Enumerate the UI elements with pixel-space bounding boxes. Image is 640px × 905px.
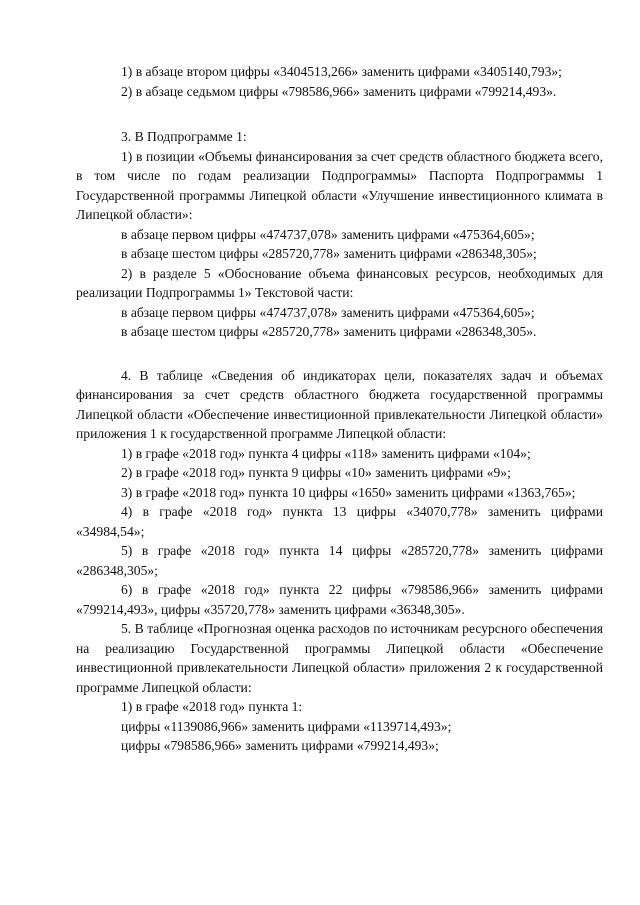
paragraph-section-4-item-5: 5) в графе «2018 год» пункта 14 цифры «285720,778» заменить цифрами «286348,305»; bbox=[76, 543, 603, 578]
paragraph-section-3-item-2-abzac-6: в абзаце шестом цифры «285720,778» заменить цифрами «286348,305». bbox=[121, 324, 537, 339]
section-5-heading: 5. В таблице «Прогнозная оценка расходов по источникам ресурсного обеспечения на реализацию Государственной программы Липецкой области «Обеспечение инвестиционной привлекательности Липецкой области» приложения 2 к государственной программе Липецкой области: bbox=[76, 621, 603, 695]
paragraph-section-5-item-1-line-1: цифры «1139086,966» заменить цифрами «1139714,493»; bbox=[121, 718, 452, 734]
paragraph-section-4-item-6: 6) в графе «2018 год» пункта 22 цифры «798586,966» заменить цифрами «799214,493», цифры «35720,778» заменить цифрами «36348,305». bbox=[76, 582, 603, 617]
paragraph-section-5-item-1-line-2: цифры «798586,966» заменить цифрами «799214,493»; bbox=[121, 738, 439, 753]
spacer bbox=[76, 342, 603, 366]
section-4-heading: 4. В таблице «Сведения об индикаторах цели, показателях задач и объемах финансирования за счет средств областного бюджета государственной программы Липецкой области «Обеспечение инвестиционной привлекательности Липецкой области» приложения 1 к государственной программе Липецкой области: bbox=[76, 367, 603, 441]
spacer bbox=[76, 101, 603, 127]
document-body bbox=[76, 62, 603, 756]
paragraph-amend-abzac-2: 1) в абзаце втором цифры «3404513,266» заменить цифрами «3405140,793»; bbox=[121, 64, 562, 79]
paragraph-section-5-item-1: 1) в графе «2018 год» пункта 1: bbox=[121, 699, 303, 714]
paragraph-section-4-item-3: 3) в графе «2018 год» пункта 10 цифры «1650» заменить цифрами «1363,765»; bbox=[121, 484, 576, 500]
paragraph-section-3-item-1: 1) в позиции «Объемы финансирования за счет средств областного бюджета всего, в том числе по годам реализации Подпрограммы» Паспорта Подпрограммы 1 Государственной программы Липецкой области «Улучшение инвестиционного климата в Липецкой области»: bbox=[76, 148, 603, 222]
paragraph-section-4-item-1: 1) в графе «2018 год» пункта 4 цифры «118» заменить цифрами «104»; bbox=[121, 445, 531, 461]
paragraph-section-3-item-1-abzac-6: в абзаце шестом цифры «285720,778» заменить цифрами «286348,305»; bbox=[121, 246, 537, 261]
paragraph-amend-abzac-7: 2) в абзаце седьмом цифры «798586,966» заменить цифрами «799214,493». bbox=[121, 83, 557, 99]
paragraph-section-3-item-2: 2) в разделе 5 «Обоснование объема финансовых ресурсов, необходимых для реализации Подпрограммы 1» Текстовой части: bbox=[76, 265, 603, 300]
paragraph-section-4-item-4: 4) в графе «2018 год» пункта 13 цифры «34070,778» заменить цифрами «34984,54»; bbox=[76, 504, 603, 539]
paragraph-section-3-item-1-abzac-1: в абзаце первом цифры «474737,078» заменить цифрами «475364,605»; bbox=[121, 226, 535, 242]
paragraph-section-4-item-2: 2) в графе «2018 год» пункта 9 цифры «10» заменить цифрами «9»; bbox=[121, 465, 511, 480]
paragraph-section-3-item-2-abzac-1: в абзаце первом цифры «474737,078» заменить цифрами «475364,605»; bbox=[121, 304, 535, 320]
section-3-heading: 3. В Подпрограмме 1: bbox=[121, 129, 247, 144]
